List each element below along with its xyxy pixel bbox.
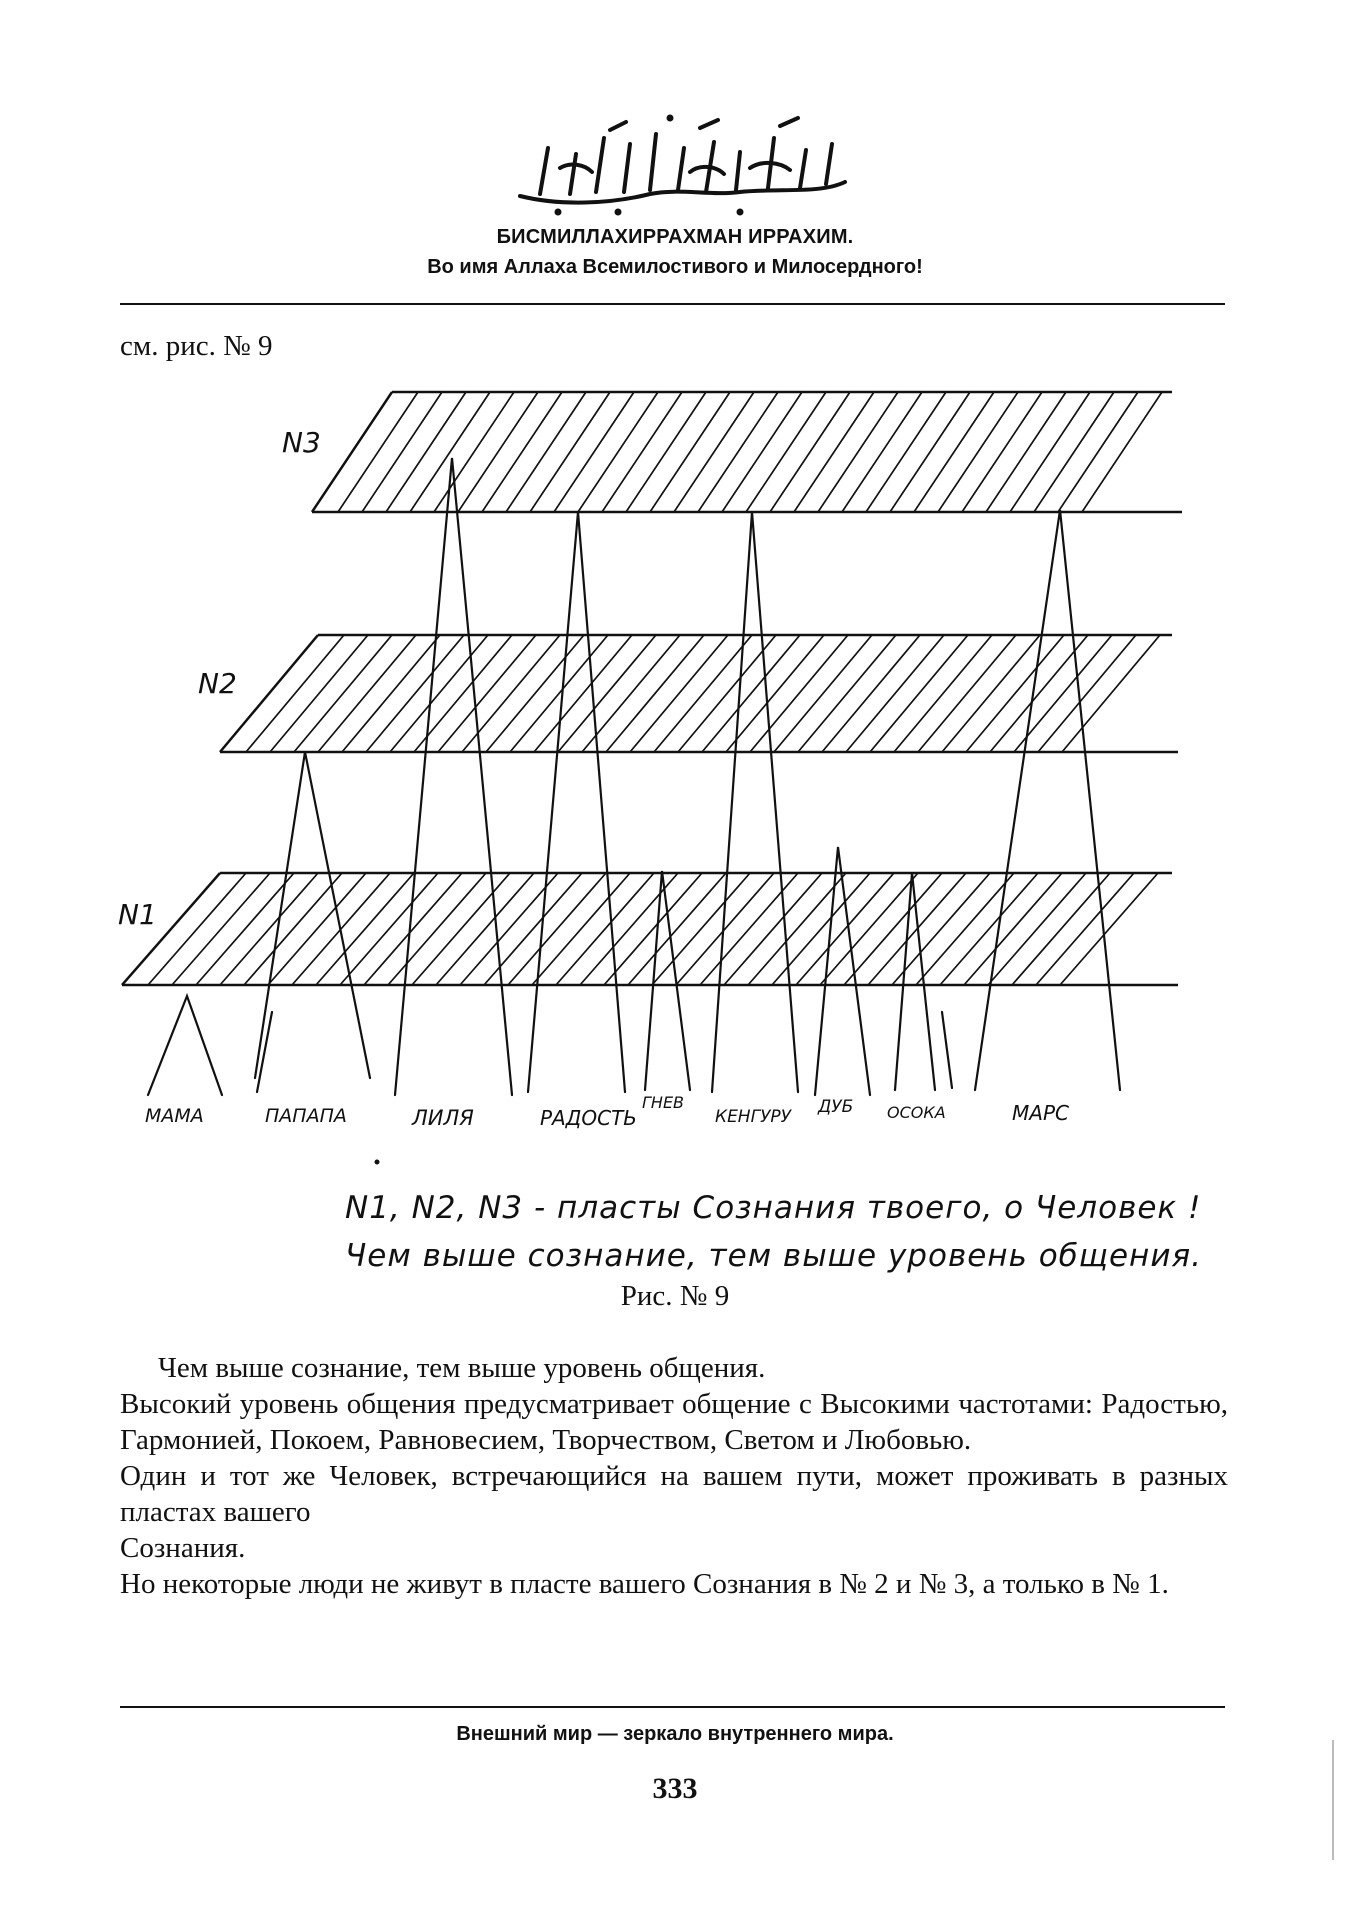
hatch-line xyxy=(796,873,894,985)
hatch-line xyxy=(1034,392,1114,512)
word-label-kenguru: КЕНГУРУ xyxy=(715,1107,792,1127)
hatch-line xyxy=(940,873,1038,985)
hatch-line xyxy=(822,635,920,752)
connector-dub xyxy=(815,847,870,1095)
hatch-line xyxy=(508,873,606,985)
hatch-line xyxy=(746,392,826,512)
connector-kenguru xyxy=(712,512,798,1092)
hatch-line xyxy=(964,873,1062,985)
hatch-line xyxy=(890,392,970,512)
body-paragraph: Сознания. xyxy=(120,1532,246,1564)
hatch-line xyxy=(506,392,586,512)
hatch-line xyxy=(484,873,582,985)
hatch-line xyxy=(366,635,464,752)
hatch-line xyxy=(220,873,318,985)
figure-reference: см. рис. № 9 xyxy=(120,330,273,362)
body-text xyxy=(120,1350,1228,1602)
connector-mama xyxy=(148,996,222,1095)
hatch-line xyxy=(318,635,416,752)
hatch-line xyxy=(700,873,798,985)
scan-edge xyxy=(1332,1740,1334,1860)
header-title: БИСМИЛЛАХИРРАХМАН ИРРАХИМ. xyxy=(496,226,854,248)
hatch-line xyxy=(1062,635,1160,752)
hatch-line xyxy=(674,392,754,512)
word-label-osoka: ОСОКА xyxy=(887,1103,946,1122)
hatch-line xyxy=(818,392,898,512)
hatch-line xyxy=(1058,392,1138,512)
hatch-line xyxy=(1038,635,1136,752)
page-number: 333 xyxy=(652,1772,698,1805)
hatch-line xyxy=(914,392,994,512)
figure-caption-line1: N1, N2, N3 - пласты Сознания твоего, о Человек ! xyxy=(345,1190,1202,1226)
hatch-line xyxy=(316,873,414,985)
hatch-line xyxy=(726,635,824,752)
hatch-line xyxy=(1012,873,1110,985)
hatch-line xyxy=(486,635,584,752)
connector-stroke xyxy=(942,1012,952,1088)
hatch-line xyxy=(172,873,270,985)
hatch-line xyxy=(986,392,1066,512)
hatch-line xyxy=(918,635,1016,752)
hatch-line xyxy=(294,635,392,752)
word-label-papapa: ПАПАПА xyxy=(265,1105,347,1127)
hatch-line xyxy=(534,635,632,752)
hatch-line xyxy=(750,635,848,752)
body-paragraph: Но некоторые люди не живут в пласте вашего Сознания в № 2 и № 3, а только в № 1. xyxy=(120,1568,1169,1600)
hatch-line xyxy=(462,635,560,752)
hatch-line xyxy=(482,392,562,512)
hatch-line xyxy=(530,392,610,512)
hatch-line xyxy=(362,392,442,512)
hatch-line xyxy=(938,392,1018,512)
hatch-line xyxy=(1010,392,1090,512)
footer-rule xyxy=(120,1706,1225,1708)
hatch-line xyxy=(1014,635,1112,752)
hatch-line xyxy=(606,635,704,752)
band-left-edge xyxy=(312,392,392,512)
hatch-line xyxy=(268,873,366,985)
hatch-line xyxy=(652,873,750,985)
connector-osoka xyxy=(895,873,935,1090)
hatch-line xyxy=(602,392,682,512)
hatch-line xyxy=(388,873,486,985)
connector-mars xyxy=(975,510,1120,1090)
body-paragraph: Один и тот же Человек, встречающийся на вашем пути, может проживать в разных пластах вашего xyxy=(120,1460,1228,1528)
hatch-line xyxy=(774,635,872,752)
hatch-line xyxy=(866,392,946,512)
figure-caption-line2: Чем выше сознание, тем выше уровень общения. xyxy=(345,1238,1202,1274)
word-label-mama: МАМА xyxy=(145,1105,204,1127)
layer-band-n2 xyxy=(220,635,1178,752)
layer-band-n1 xyxy=(122,873,1178,985)
header-subtitle: Во имя Аллаха Всемилостивого и Милосердного! xyxy=(427,256,923,278)
hatch-line xyxy=(604,873,702,985)
hatch-line xyxy=(628,873,726,985)
hatch-line xyxy=(794,392,874,512)
hatch-line xyxy=(962,392,1042,512)
hatch-line xyxy=(556,873,654,985)
hatch-line xyxy=(626,392,706,512)
hatch-line xyxy=(1036,873,1134,985)
connector-lilya xyxy=(395,458,512,1095)
hatch-line xyxy=(270,635,368,752)
word-label-lilya: ЛИЛЯ xyxy=(412,1106,474,1130)
hatch-line xyxy=(630,635,728,752)
word-label-dub: ДУБ xyxy=(818,1097,854,1117)
word-label-radost: РАДОСТЬ xyxy=(540,1106,638,1130)
footer-motto: Внешний мир — зеркало внутреннего мира. xyxy=(456,1723,894,1745)
hatch-line xyxy=(436,873,534,985)
hatch-line xyxy=(770,392,850,512)
hatch-line xyxy=(966,635,1064,752)
hatch-line xyxy=(678,635,776,752)
ink-dot xyxy=(375,1160,380,1165)
connector-radost xyxy=(528,512,625,1092)
hatch-line xyxy=(1082,392,1162,512)
hatch-line xyxy=(894,635,992,752)
hatch-line xyxy=(244,873,342,985)
layer-label-n2: N2 xyxy=(198,667,237,700)
body-paragraph: Высокий уровень общения предусматривает общение с Высокими частотами: Радостью, Гармонией, Покоем, Равновесием, Творчеством, Светом и Любовью. xyxy=(120,1388,1228,1456)
hatch-line xyxy=(870,635,968,752)
hatch-line xyxy=(554,392,634,512)
body-paragraph: Чем выше сознание, тем выше уровень общения. xyxy=(158,1352,766,1384)
hatch-line xyxy=(650,392,730,512)
hatch-line xyxy=(942,635,1040,752)
word-label-mars: МАРС xyxy=(1012,1101,1069,1125)
hatch-line xyxy=(846,635,944,752)
layer-label-n1: N1 xyxy=(118,898,157,931)
hatch-line xyxy=(414,635,512,752)
hatch-line xyxy=(702,635,800,752)
hatch-line xyxy=(438,635,536,752)
hatch-line xyxy=(342,635,440,752)
hatch-line xyxy=(196,873,294,985)
figure-label: Рис. № 9 xyxy=(620,1280,730,1312)
hatch-line xyxy=(460,873,558,985)
hatch-line xyxy=(798,635,896,752)
hatch-line xyxy=(386,392,466,512)
hatch-line xyxy=(842,392,922,512)
hatch-line xyxy=(558,635,656,752)
hatch-line xyxy=(578,392,658,512)
hatch-line xyxy=(1060,873,1158,985)
layer-band-n3 xyxy=(312,392,1182,512)
hatch-line xyxy=(434,392,514,512)
hatch-line xyxy=(410,392,490,512)
hatch-line xyxy=(458,392,538,512)
layer-label-n3: N3 xyxy=(282,426,321,459)
hatch-line xyxy=(724,873,822,985)
hatch-line xyxy=(698,392,778,512)
hatch-line xyxy=(844,873,942,985)
hatch-line xyxy=(988,873,1086,985)
hatch-line xyxy=(148,873,246,985)
hatch-line xyxy=(338,392,418,512)
word-label-gnev: ГНЕВ xyxy=(642,1093,685,1112)
hatch-line xyxy=(246,635,344,752)
hatch-line xyxy=(722,392,802,512)
hatch-line xyxy=(772,873,870,985)
hatch-line xyxy=(340,873,438,985)
